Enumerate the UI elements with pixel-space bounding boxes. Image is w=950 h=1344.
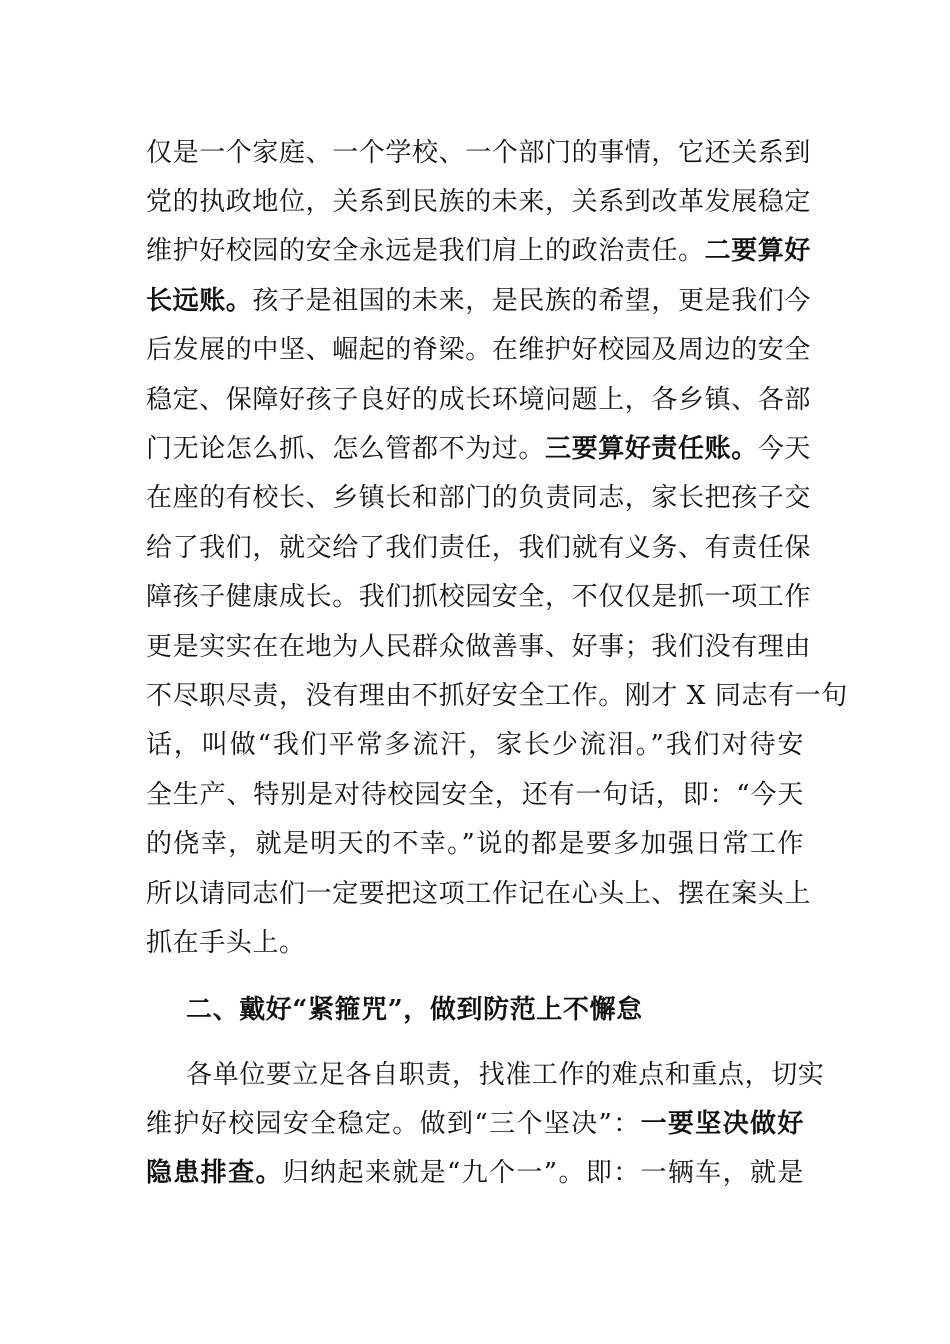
line-text: 门无论怎么抓、怎么管都不为过。	[146, 434, 546, 464]
line-text: 在座的有校长、乡镇长和部门的负责同志，家长把孩子交	[146, 483, 812, 513]
line-text: 障孩子健康成长。我们抓校园安全，不仅仅是抓一项工作	[146, 582, 812, 612]
line-text: 维护好校园安全稳定。做到“三个坚决”：	[146, 1109, 641, 1139]
body-line	[146, 572, 812, 622]
body-line	[146, 424, 812, 474]
line-text: 稳定、保障好孩子良好的成长环境问题上，各乡镇、各部	[146, 385, 812, 415]
line-text: 话，叫做“我们平常多流汗，家长少流泪。”我们对待安	[146, 730, 804, 760]
bold-keyphrase: 三要算好责任账。	[545, 434, 758, 464]
line-text: 后发展的中坚、崛起的脊梁。在维护好校园及周边的安全	[146, 335, 812, 365]
line-text: 所以请同志们一定要把这项工作记在心头上、摆在案头上	[146, 879, 812, 909]
line-text: 的侥幸，就是明天的不幸。”说的都是要多加强日常工作	[146, 829, 804, 859]
body-line	[146, 869, 812, 919]
line-text: 党的执政地位，关系到民族的未来，关系到改革发展稳定	[146, 187, 812, 217]
body-line	[146, 128, 812, 178]
line-text: 仅是一个家庭、一个学校、一个部门的事情，它还关系到	[146, 138, 812, 168]
line-text: 抓在手头上。	[146, 928, 306, 958]
line-text: 全生产、特别是对待校园安全，还有一句话，即：“今天	[146, 780, 804, 810]
body-line	[146, 325, 812, 375]
body-line	[146, 226, 812, 276]
line-text: 更是实实在在地为人民群众做善事、好事；我们没有理由	[146, 632, 812, 662]
body-line	[186, 1050, 825, 1100]
line-text: 各单位要立足各自职责，找准工作的难点和重点，切实	[186, 1060, 825, 1090]
body-line	[146, 523, 812, 573]
body-line	[146, 720, 804, 770]
bold-keyphrase: 隐患排查。	[146, 1158, 283, 1188]
body-line	[146, 671, 848, 721]
body-line	[146, 473, 812, 523]
body-line	[146, 770, 804, 820]
bold-keyphrase: 长远账。	[146, 286, 253, 316]
bold-keyphrase: 一要坚决做好	[640, 1109, 804, 1139]
line-text: 给了我们，就交给了我们责任，我们就有义务、有责任保	[146, 533, 812, 563]
line-text: 孩子是祖国的未来，是民族的希望，更是我们今	[252, 286, 812, 316]
body-line	[146, 276, 812, 326]
body-line	[146, 1148, 804, 1198]
section-heading: 二、戴好“紧箍咒”，做到防范上不懈怠	[186, 995, 643, 1025]
body-line	[146, 819, 804, 869]
line-text: 维护好校园的安全永远是我们肩上的政治责任。	[146, 236, 705, 266]
line-text: 不尽职尽责，没有理由不抓好安全工作。刚才 X 同志有一句	[146, 681, 848, 711]
line-text: 归纳起来就是“九个一”。即：一辆车，就是	[282, 1158, 804, 1188]
body-line	[146, 918, 804, 968]
body-line	[146, 622, 812, 672]
line-text: 今天	[757, 434, 812, 464]
body-line	[146, 1099, 804, 1149]
body-line	[146, 375, 812, 425]
bold-keyphrase: 二要算好	[704, 236, 812, 266]
body-line	[146, 177, 812, 227]
